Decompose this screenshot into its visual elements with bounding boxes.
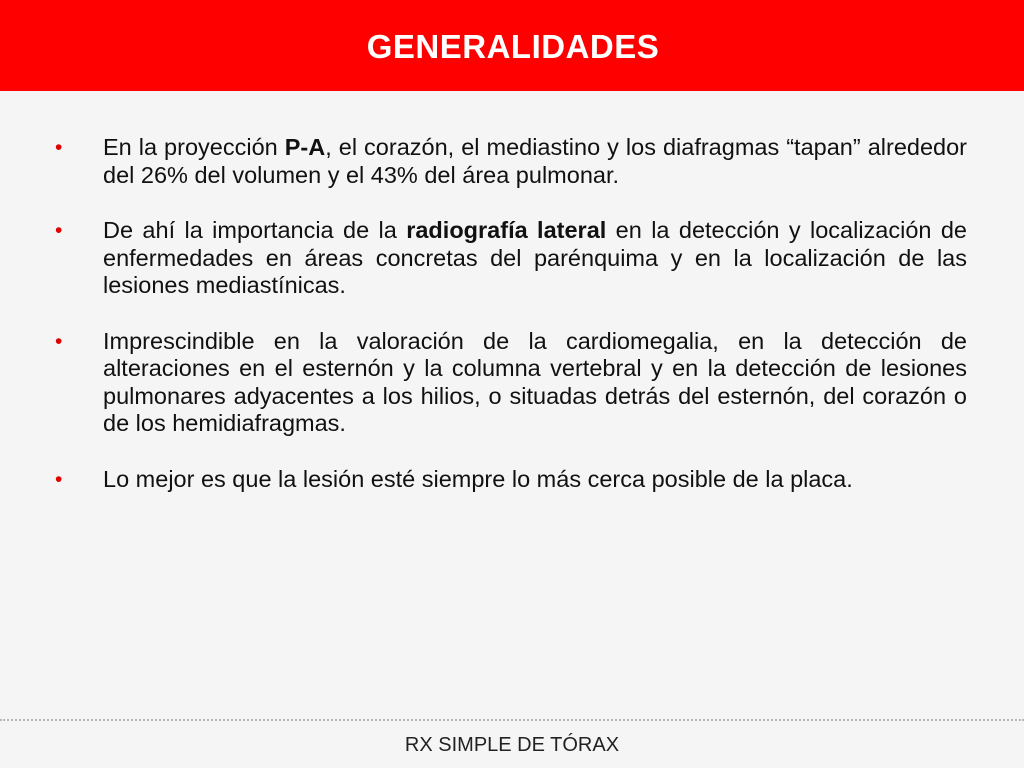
bullet-text <box>103 466 853 492</box>
bullet-text-segment: Imprescindible en la valoración de la cardiomegalia, en la detección de alteraciones en el esternón y la columna vertebral y en la detección de lesiones pulmonares adyacentes a los hilios, o situadas detrás del esternón, del corazón o de los hemidiafragmas. <box>103 327 967 436</box>
bullet-text <box>103 217 967 298</box>
bullet-item <box>0 134 967 189</box>
bullet-icon: • <box>55 329 63 353</box>
bullet-text-bold: radiografía lateral <box>406 217 607 243</box>
bullet-text <box>103 134 967 188</box>
bullet-text-segment: En la proyección <box>103 134 285 160</box>
bullet-text-segment: De ahí la importancia de la <box>103 217 407 243</box>
bullet-item <box>0 466 967 494</box>
bullet-icon: • <box>55 467 63 491</box>
bullet-text-bold: P-A <box>284 134 326 160</box>
bullet-item <box>0 328 967 438</box>
bullet-text-segment: en la detección y localización de enfermedades en áreas concretas del parénquima y en la localización de las lesiones mediastínicas. <box>103 217 968 298</box>
bullet-item <box>0 217 967 300</box>
footer-title: RX SIMPLE DE TÓRAX <box>404 734 620 756</box>
slide-content <box>0 134 1024 521</box>
bullet-text-segment: , el corazón, el mediastino y los diafragmas “tapan” alrededor del 26% del volumen y el 43% del área pulmonar. <box>103 134 967 188</box>
title-bar <box>0 0 1024 91</box>
footer-divider <box>0 719 1024 721</box>
bullet-list <box>0 134 1024 493</box>
bullet-text <box>103 328 967 437</box>
bullet-icon: • <box>55 136 63 159</box>
bullet-icon: • <box>55 219 63 242</box>
slide-title: GENERALIDADES <box>366 27 660 65</box>
bullet-text-segment: Lo mejor es que la lesión esté siempre lo más cerca posible de la placa. <box>103 465 853 492</box>
